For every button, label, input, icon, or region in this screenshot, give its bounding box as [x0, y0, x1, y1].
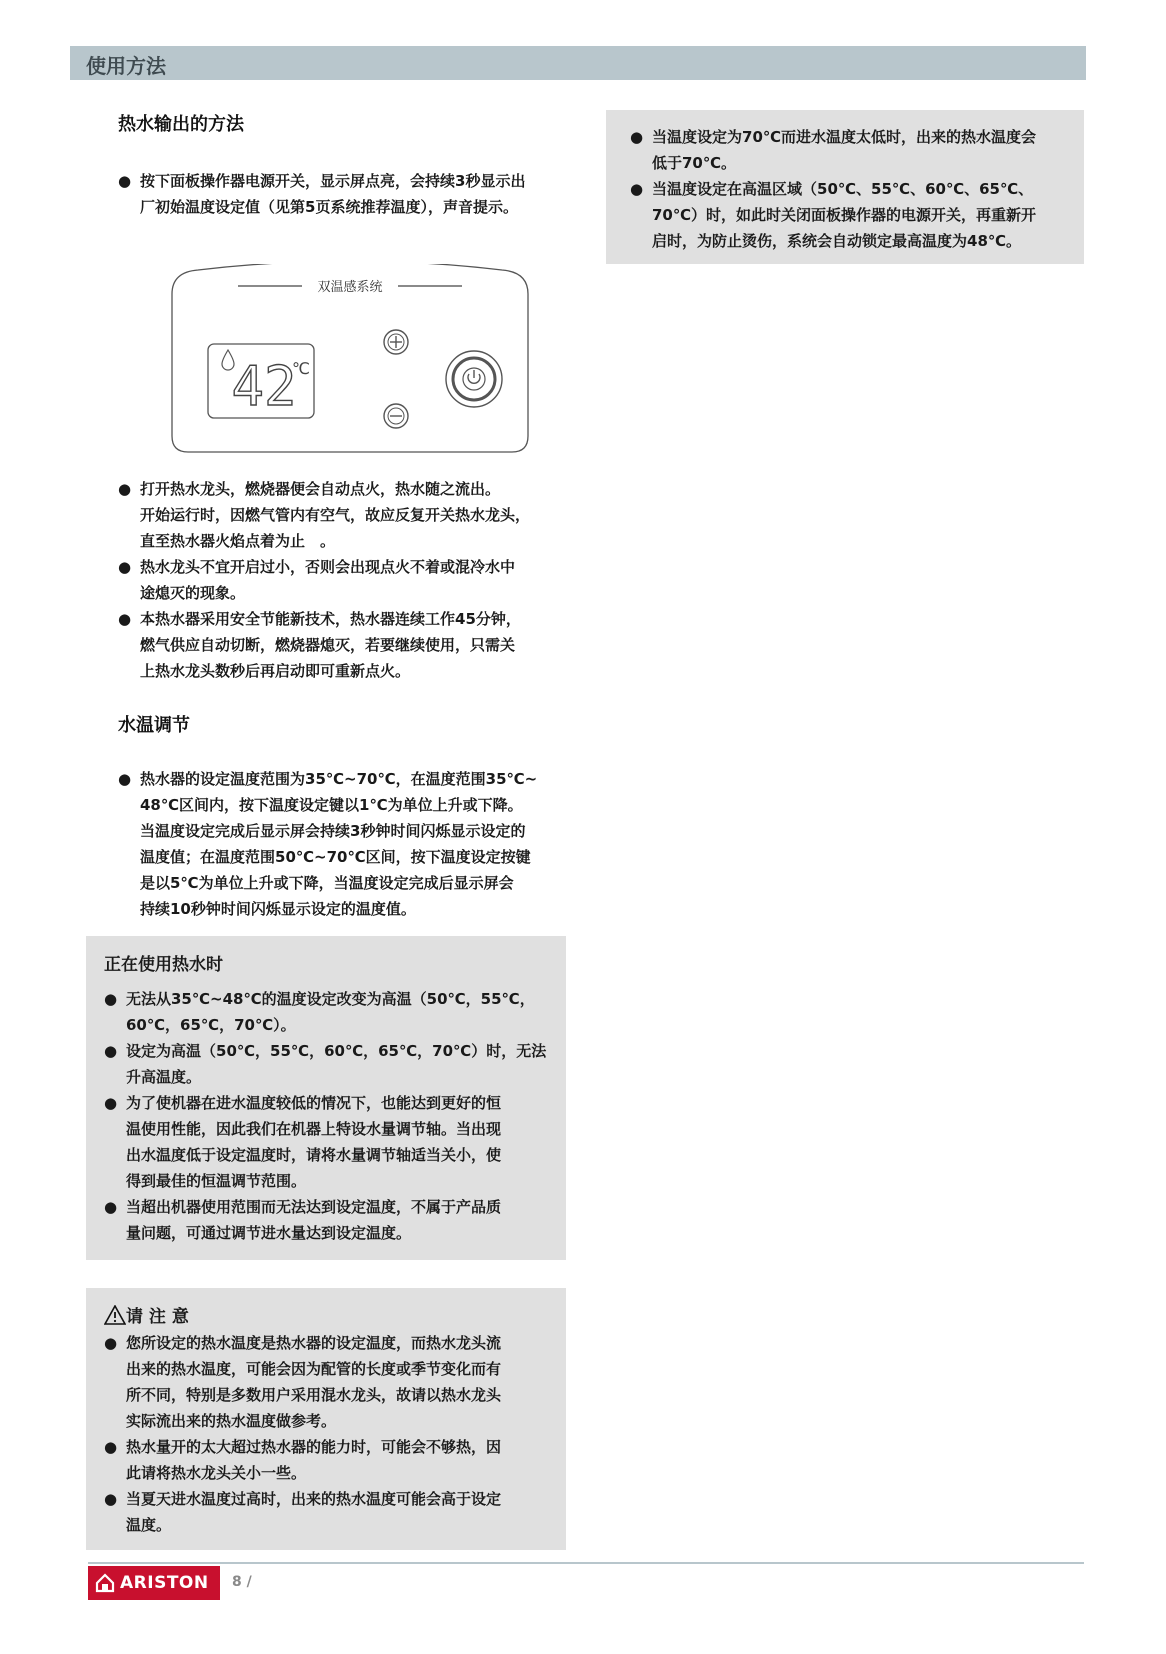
minus-button-icon[interactable] — [384, 404, 408, 428]
list-item-line: 燃气供应自动切断，燃烧器熄灭，若要继续使用，只需关 — [140, 636, 516, 654]
section-title-hot-water-output: 热水输出的方法 — [118, 114, 244, 135]
list-item-line: 上热水龙头数秒后再启动即可重新点火。 — [140, 662, 411, 680]
list-item — [104, 1090, 554, 1194]
control-panel-illustration — [168, 264, 532, 456]
bullet-icon: ● — [118, 480, 132, 498]
page-title: 使用方法 — [86, 54, 166, 78]
list-item — [104, 1486, 554, 1538]
list-item-line: 得到最佳的恒温调节范围。 — [126, 1172, 307, 1190]
list-item-line: 热水龙头不宜开启过小，否则会出现点火不着或混冷水中 — [140, 558, 516, 576]
list-item-line: 当超出机器使用范围而无法达到设定温度，不属于产品质 — [126, 1198, 502, 1216]
list-item-line: 是以5℃为单位上升或下降，当温度设定完成后显示屏会 — [140, 874, 514, 892]
in-use-bullets — [104, 986, 554, 1246]
hot-water-output-bullets — [118, 168, 578, 220]
page-number: 8 / — [232, 1574, 252, 1590]
list-item-line: 当温度设定在高温区域（50℃、55℃、60℃、65℃、 — [652, 180, 1034, 198]
list-item-line: 升高温度。 — [126, 1068, 202, 1086]
bullet-icon: ● — [104, 1198, 118, 1216]
list-item — [118, 554, 578, 606]
list-item-line: 启时，为防止烫伤，系统会自动锁定最高温度为48℃。 — [652, 232, 1022, 250]
section-title-water-temperature: 水温调节 — [118, 715, 190, 736]
list-item-line: 厂初始温度设定值（见第5页系统推荐温度），声音提示。 — [140, 198, 518, 216]
list-item-line: 开始运行时，因燃气管内有空气，故应反复开关热水龙头， — [140, 506, 531, 524]
list-item-line: 您所设定的热水温度是热水器的设定温度，而热水龙头流 — [126, 1334, 502, 1352]
list-item-line: 温使用性能，因此我们在机器上特设水量调节轴。当出现 — [126, 1120, 502, 1138]
power-icon[interactable] — [446, 351, 502, 407]
list-item — [630, 124, 1080, 176]
notice-box — [86, 1288, 566, 1550]
notice-bullets — [104, 1330, 554, 1538]
right-notes-bullets — [630, 124, 1080, 254]
notice-box-title: 请 注 意 — [126, 1307, 189, 1327]
list-item — [118, 766, 578, 922]
list-item-line: 所不同，特别是多数用户采用混水龙头，故请以热水龙头 — [126, 1386, 502, 1404]
list-item-line: 70℃）时，如此时关闭面板操作器的电源开关，再重新开 — [652, 206, 1037, 224]
notice-box-header — [104, 1302, 189, 1327]
in-use-box-title: 正在使用热水时 — [104, 955, 223, 975]
house-logo-icon — [95, 1573, 115, 1593]
list-item — [104, 1434, 554, 1486]
list-item-line: 此请将热水龙头关小一些。 — [126, 1464, 307, 1482]
list-item-line: 设定为高温（50℃，55℃，60℃，65℃，70℃）时，无法 — [126, 1042, 547, 1060]
bullet-icon: ● — [104, 990, 118, 1008]
bullet-icon: ● — [104, 1042, 118, 1060]
right-notes-box — [606, 110, 1084, 264]
bullet-icon: ● — [104, 1438, 118, 1456]
list-item — [104, 1330, 554, 1434]
list-item-line: 热水器的设定温度范围为35℃~70℃，在温度范围35℃~ — [140, 770, 538, 788]
bullet-icon: ● — [118, 172, 132, 190]
warning-icon — [104, 1305, 126, 1325]
lcd-unit: ℃ — [292, 359, 310, 378]
list-item — [118, 476, 578, 554]
list-item-line: 为了使机器在进水温度较低的情况下，也能达到更好的恒 — [126, 1094, 502, 1112]
list-item-line: 实际流出来的热水温度做参考。 — [126, 1412, 337, 1430]
bullet-icon: ● — [104, 1094, 118, 1112]
list-item-line: 途熄灭的现象。 — [140, 584, 246, 602]
lcd-temperature-value: 42 — [231, 355, 297, 418]
list-item-line: 48℃区间内，按下温度设定键以1℃为单位上升或下降。 — [140, 796, 523, 814]
list-item — [104, 1038, 554, 1090]
list-item-line: 无法从35℃~48℃的温度设定改变为高温（50℃，55℃， — [126, 990, 535, 1008]
list-item-line: 按下面板操作器电源开关，显示屏点亮，会持续3秒显示出 — [140, 172, 526, 190]
list-item-line: 出来的热水温度，可能会因为配管的长度或季节变化而有 — [126, 1360, 502, 1378]
bullet-icon: ● — [630, 180, 644, 198]
list-item-line: 量问题，可通过调节进水量达到设定温度。 — [126, 1224, 412, 1242]
list-item-line: 温度。 — [126, 1516, 172, 1534]
list-item — [104, 986, 554, 1038]
list-item-line: 热水量开的太大超过热水器的能力时，可能会不够热，因 — [126, 1438, 502, 1456]
brand-name: ARISTON — [120, 1573, 209, 1593]
list-item-line: 低于70℃。 — [652, 154, 737, 172]
list-item-line: 直至热水器火焰点着为止 。 — [140, 532, 336, 550]
list-item-line: 60℃，65℃，70℃）。 — [126, 1016, 296, 1034]
in-use-box — [86, 936, 566, 1260]
operation-bullets — [118, 476, 578, 684]
bullet-icon: ● — [118, 610, 132, 628]
bullet-icon: ● — [630, 128, 644, 146]
list-item — [104, 1194, 554, 1246]
bullet-icon: ● — [118, 558, 132, 576]
list-item — [118, 606, 578, 684]
header-bar — [70, 46, 1086, 80]
list-item — [630, 176, 1080, 254]
list-item-line: 出水温度低于设定温度时，请将水量调节轴适当关小，使 — [126, 1146, 502, 1164]
bullet-icon: ● — [104, 1490, 118, 1508]
list-item — [118, 168, 578, 220]
list-item-line: 当夏天进水温度过高时，出来的热水温度可能会高于设定 — [126, 1490, 502, 1508]
list-item-line: 打开热水龙头，燃烧器便会自动点火，热水随之流出。 — [140, 480, 501, 498]
footer-line — [88, 1562, 1084, 1564]
bullet-icon: ● — [118, 770, 132, 788]
list-item-line: 当温度设定完成后显示屏会持续3秒钟时间闪烁显示设定的 — [140, 822, 526, 840]
plus-button-icon[interactable] — [384, 330, 408, 354]
list-item-line: 持续10秒钟时间闪烁显示设定的温度值。 — [140, 900, 416, 918]
panel-label: 双温感系统 — [317, 280, 383, 295]
list-item-line: 本热水器采用安全节能新技术，热水器连续工作45分钟， — [140, 610, 521, 628]
ariston-logo — [88, 1566, 220, 1600]
list-item-line: 温度值；在温度范围50℃~70℃区间，按下温度设定按键 — [140, 848, 531, 866]
water-temperature-bullets — [118, 766, 578, 922]
bullet-icon: ● — [104, 1334, 118, 1352]
list-item-line: 当温度设定为70℃而进水温度太低时，出来的热水温度会 — [652, 128, 1037, 146]
